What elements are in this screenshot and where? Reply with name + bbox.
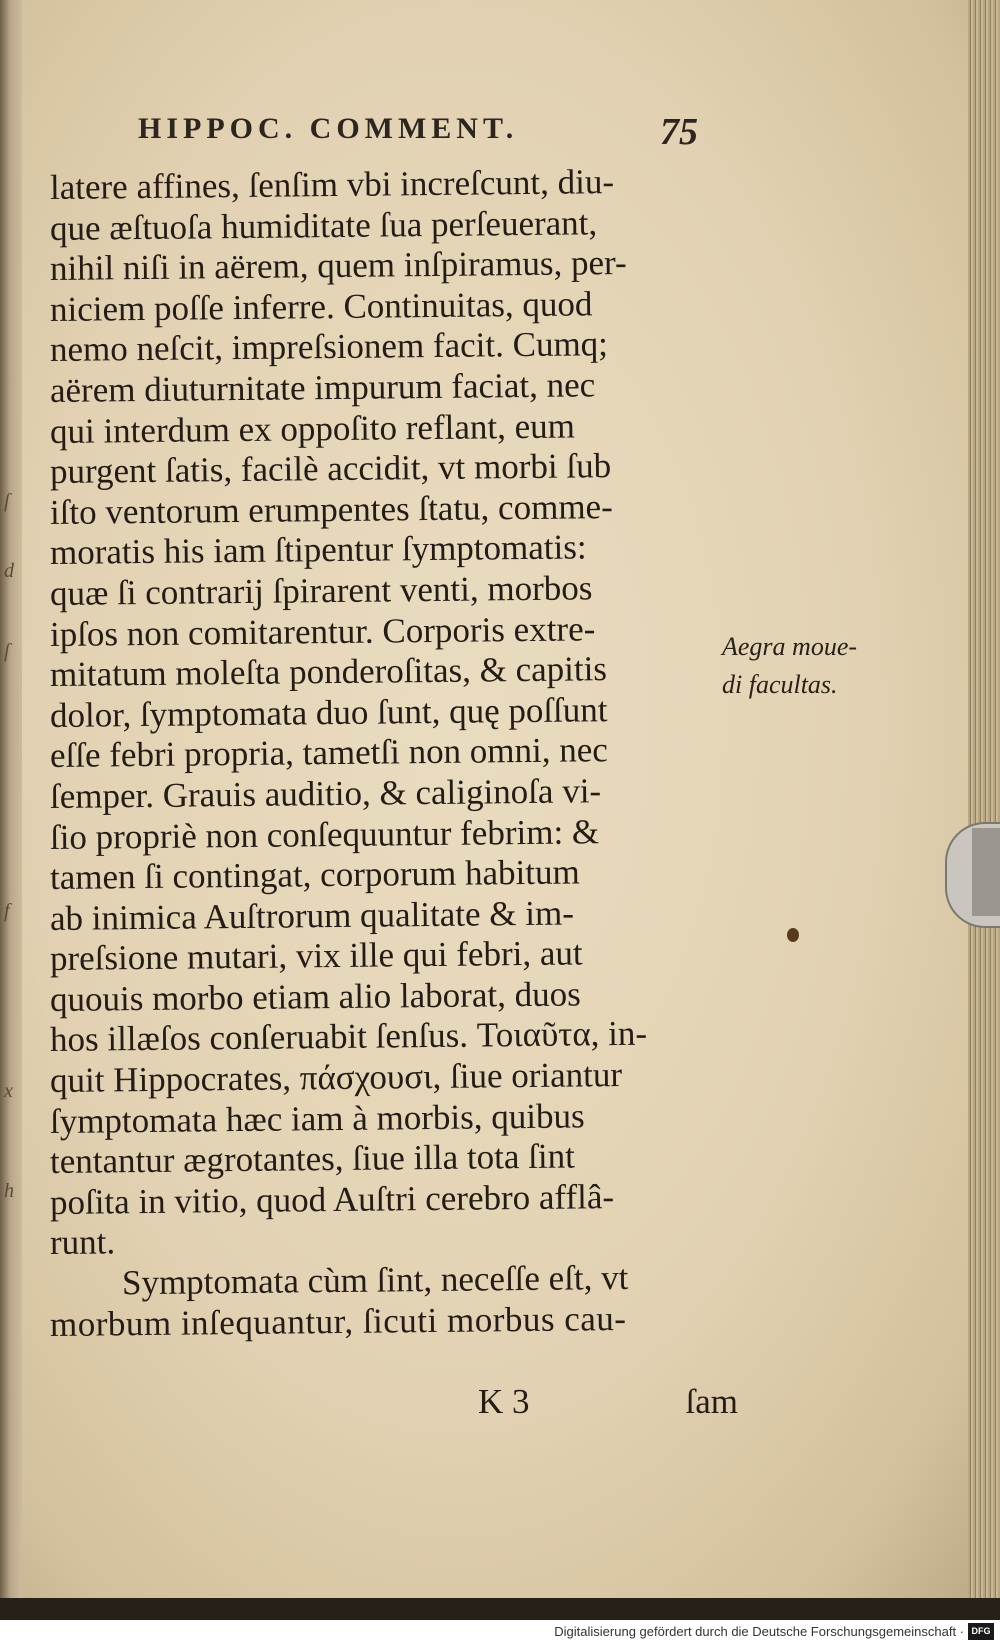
bleed-through-mark: h [4, 1180, 14, 1202]
digitization-footer [0, 1620, 1000, 1644]
marginal-note-line: di facultas. [722, 670, 838, 699]
text-line: poſita in vitio, quod Auſtri cerebro afflâ- [49, 1176, 615, 1222]
text-line: eſſe febri propria, tametſi non omni, nec [49, 730, 609, 776]
bleed-through-mark: ſ [4, 490, 10, 512]
marginal-note-line: Aegra moue- [722, 632, 858, 661]
text-line: aërem diuturnitate impurum faciat, nec [49, 365, 596, 410]
signature-line [478, 1382, 738, 1426]
text-line: hos illæſos conſeruabit ſenſus. Τοιαῦτα, in- [49, 1014, 648, 1060]
bleed-through-mark: f [4, 900, 10, 922]
text-line: tamen ſi contingat, corporum habitum [49, 852, 580, 898]
book-clasp-inner [972, 828, 1000, 916]
text-line: que æſtuoſa humiditate ſua perſeuerant, [49, 202, 598, 248]
text-line: preſsione mutari, vix ille qui febri, aut [49, 933, 583, 979]
text-line: tentantur ægrotantes, ſiue illa tota ſint [49, 1136, 576, 1182]
marginal-note [722, 628, 892, 704]
bleed-through-mark: x [4, 1080, 13, 1102]
text-line-paragraph-start: Symptomata cùm ſint, neceſſe eſt, vt [121, 1257, 629, 1303]
text-line: nihil niſi in aërem, quem inſpiramus, per- [49, 243, 627, 289]
text-line: niciem poſſe inferre. Continuitas, quod [49, 284, 593, 329]
text-line: runt. [49, 1222, 116, 1263]
text-line: mitatum moleſta ponderoſitas, & capitis [49, 649, 608, 695]
page-fore-edge [968, 0, 1000, 1600]
text-line: quouis morbo etiam alio laborat, duos [49, 974, 581, 1019]
text-line: dolor, ſymptomata duo ſunt, quę poſſunt [49, 689, 608, 735]
text-line: morbum inſequantur, ſicuti morbus cau- [49, 1298, 627, 1344]
text-line: nemo neſcit, impreſsionem facit. Cumq; [49, 324, 609, 370]
text-line: quæ ſi contrarij ſpirarent venti, morbos [49, 568, 593, 613]
signature-mark: K 3 [478, 1382, 530, 1421]
text-line: ipſos non comitarentur. Corporis extre- [49, 608, 596, 654]
text-line: qui interdum ex oppoſito reflant, eum [49, 406, 576, 451]
text-line: iſto ventorum erumpentes ſtatu, comme- [49, 486, 613, 532]
bleed-through-mark: d [4, 560, 14, 582]
dfg-logo: DFG [968, 1623, 994, 1640]
page-number: 75 [660, 111, 698, 153]
text-line: purgent ſatis, facilè accidit, vt morbi ſub [49, 446, 612, 492]
running-head-title: HIPPOC. COMMENT. [138, 112, 519, 145]
running-head [138, 112, 698, 156]
text-line: ſymptomata hæc iam à morbis, quibus [49, 1096, 585, 1141]
catchword: ſam [685, 1382, 738, 1421]
bleed-through-mark: ſ [4, 640, 10, 662]
text-line: ſio propriè non conſequuntur febrim: & [49, 811, 600, 857]
text-line: ab inimica Auſtrorum qualitate & im- [49, 893, 575, 938]
ink-spot [787, 928, 799, 942]
text-line: latere affines, ſenſim vbi increſcunt, diu- [49, 162, 615, 207]
text-line: quit Hippocrates, πάσχουσι, ſiue oriantur [49, 1055, 623, 1101]
scan-bottom-strip [0, 1598, 1000, 1622]
text-line: moratis his iam ſtipentur ſymptomatis: [49, 527, 587, 573]
body-text [49, 162, 740, 1345]
text-line: ſemper. Grauis auditio, & caliginoſa vi- [49, 771, 602, 816]
footer-credit: Digitalisierung gefördert durch die Deutsche Forschungsgemeinschaft · [554, 1624, 964, 1639]
